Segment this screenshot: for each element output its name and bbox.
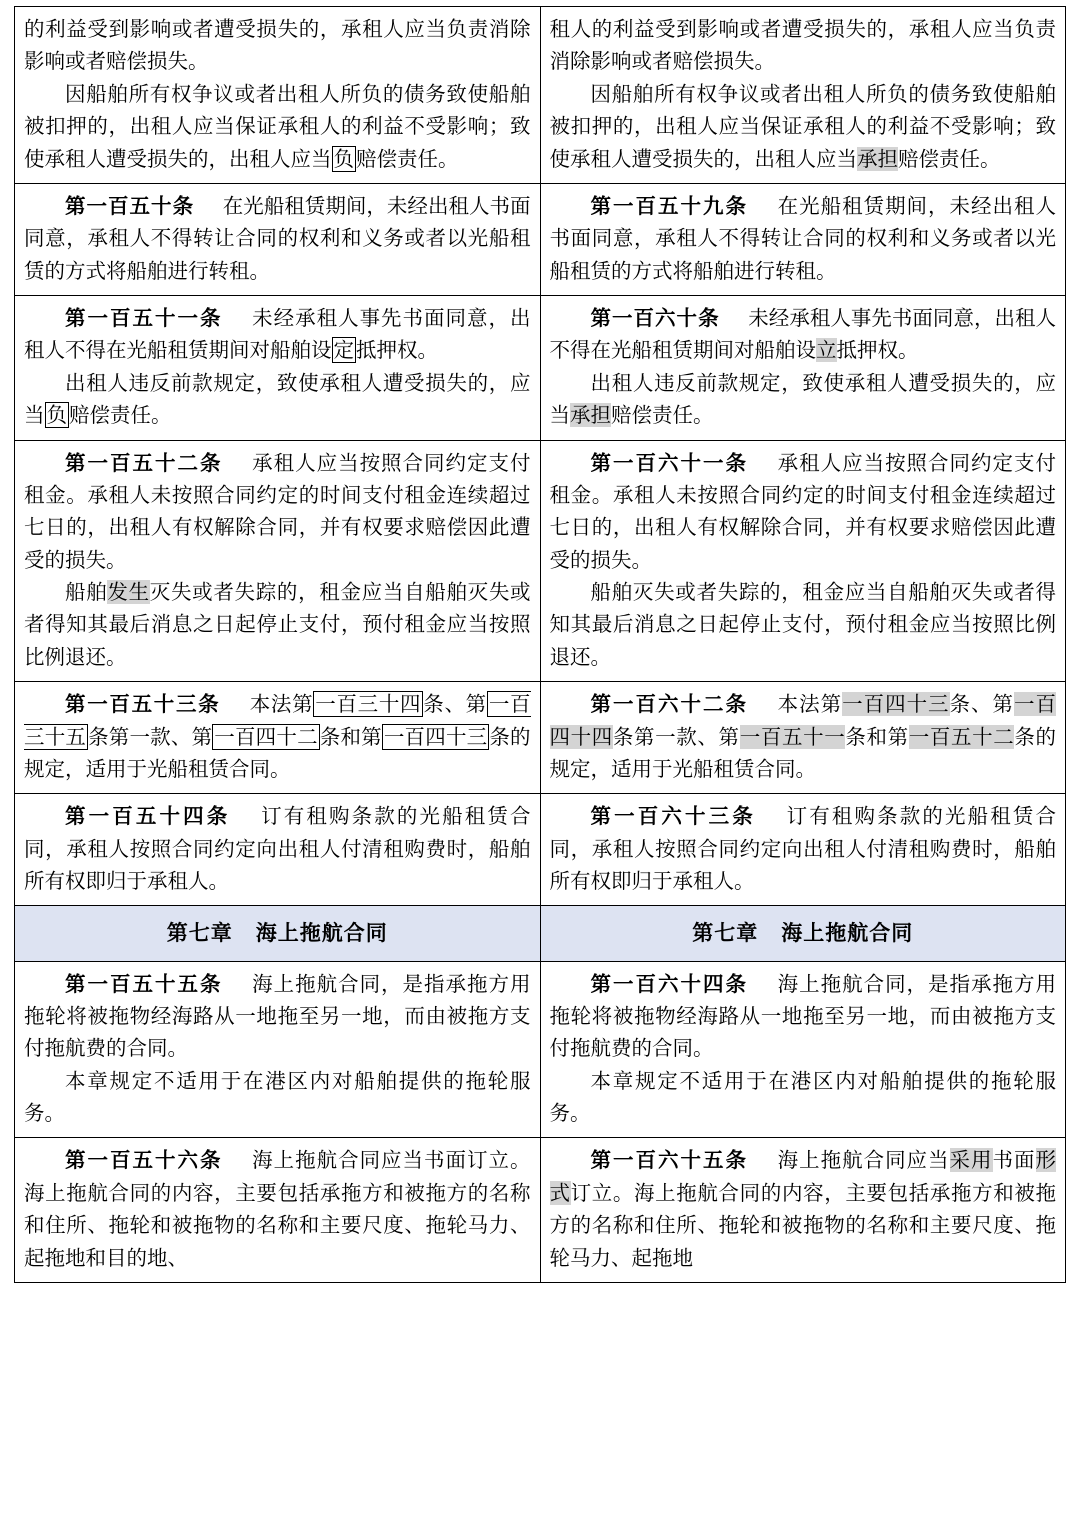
cell-left-article-156	[15, 1138, 541, 1283]
paragraph-right-2: 本章规定不适用于在港区内对船舶提供的拖轮服务。	[549, 1068, 1056, 1126]
paragraph-right: 第一百六十五条 海上拖航合同应当采用书面形式订立。海上拖航合同的内容，主要包括承拖方和被拖方的名称和住所、拖轮和被拖物的名称和主要尺度、拖轮马力、起拖地	[549, 1148, 1057, 1270]
highlight-xingshi: 形式	[549, 1148, 1057, 1205]
comparison-table	[14, 6, 1066, 1283]
cell-right-article-163	[540, 794, 1066, 906]
table-row	[15, 440, 1066, 682]
table-row	[15, 183, 1066, 295]
cell-right-article-165	[540, 1138, 1066, 1283]
paragraph-left-2: 出租人违反前款规定，致使承租人遭受损失的，应当负赔偿责任。	[24, 370, 531, 428]
paragraph-right-1: 租人的利益受到影响或者遭受损失的，承租人应当负责消除影响或者赔偿损失。	[549, 17, 1056, 74]
cell-left-article-151	[15, 296, 541, 441]
edit-box-ref-3: 一百四十二	[214, 724, 318, 749]
paragraph-left: 第一百五十一条 未经承租人事先书面同意，出租人不得在光船租赁期间对船舶设定抵押权。	[24, 306, 531, 363]
highlight-chengdan: 承担	[857, 146, 898, 171]
article-number-left: 第一百五十六条	[65, 1148, 223, 1173]
edit-box-ding: 定	[333, 338, 354, 363]
paragraph-right	[550, 447, 1057, 577]
paragraph-left	[24, 800, 531, 897]
chapter-number-left: 第七章	[166, 920, 233, 946]
cell-right-article-160	[540, 296, 1066, 441]
cell-right-article-164	[540, 961, 1066, 1138]
cell-right-chapter	[540, 906, 1066, 961]
edit-box-ref-4: 一百四十三	[383, 724, 488, 749]
article-number-left: 第一百五十条	[65, 193, 195, 218]
highlight-ref-1: 一百四十三	[842, 692, 950, 717]
table-row	[15, 1138, 1066, 1283]
article-body-left: 订有租购条款的光船租赁合同，承租人按照合同约定向出租人付清租购费时，船舶所有权即归于承租人。	[24, 804, 531, 893]
cell-left-continuation	[15, 7, 541, 184]
edit-box-fu: 负	[333, 146, 354, 171]
table-row	[15, 682, 1066, 794]
edit-box-ref-2: 一百三十五	[24, 692, 531, 749]
paragraph-left-1: 的利益受到影响或者遭受损失的，承租人应当负责消除影响或者赔偿损失。	[24, 17, 531, 74]
cell-right-continuation	[540, 7, 1066, 184]
article-number-left: 第一百五十二条	[65, 450, 223, 475]
article-number-left: 第一百五十五条	[65, 971, 223, 996]
paragraph-right	[550, 800, 1057, 897]
article-number-left: 第一百五十一条	[65, 306, 223, 330]
article-number-right: 第一百六十一条	[590, 450, 748, 475]
article-number-right: 第一百六十三条	[590, 804, 756, 829]
cell-right-article-159	[540, 183, 1066, 295]
highlight-fasheng: 发生	[107, 580, 150, 604]
chapter-number-right: 第七章	[692, 920, 759, 946]
paragraph-right	[550, 190, 1057, 287]
table-row	[15, 7, 1066, 184]
highlight-ref-2: 一百四十四	[549, 692, 1057, 749]
article-body-right: 在光船租赁期间，未经出租人书面同意，承租人不得转让合同的权利和义务或者以光船租赁的方式将船舶进行转租。	[549, 193, 1057, 283]
article-body-right: 海上拖航合同，是指承拖方用拖轮将被拖物经海路从一地拖至另一地，而由被拖方支付拖航费的合同。	[549, 971, 1057, 1061]
paragraph-right-2: 船舶灭失或者失踪的，租金应当自船舶灭失或者得知其最后消息之日起停止支付，预付租金应当按照比例退还。	[549, 580, 1056, 669]
highlight-ref-4: 一百五十二	[908, 724, 1015, 749]
chapter-title-left: 海上拖航合同	[255, 920, 388, 946]
chapter-heading-left	[15, 916, 540, 949]
paragraph-left	[24, 447, 531, 577]
cell-left-chapter	[15, 906, 541, 961]
article-number-left: 第一百五十四条	[65, 804, 231, 829]
table-row	[15, 961, 1066, 1138]
cell-left-article-152	[15, 440, 541, 682]
cell-left-article-153	[15, 682, 541, 794]
paragraph-right	[550, 968, 1057, 1065]
cell-right-article-162	[540, 682, 1066, 794]
highlight-caiyong: 采用	[949, 1148, 993, 1173]
article-body-left: 在光船租赁期间，未经出租人书面同意，承租人不得转让合同的权利和义务或者以光船租赁的方式将船舶进行转租。	[24, 193, 531, 283]
cell-left-article-154	[15, 794, 541, 906]
paragraph-right-2: 因船舶所有权争议或者出租人所负的债务致使船舶被扣押的，出租人应当保证承租人的利益不受影响；致使承租人遭受损失的，出租人应当承担赔偿责任。	[549, 81, 1056, 171]
article-number-left: 第一百五十三条	[65, 692, 221, 717]
article-number-right: 第一百六十四条	[590, 971, 748, 996]
cell-left-article-155	[15, 961, 541, 1138]
article-number-right: 第一百六十条	[590, 306, 720, 330]
paragraph-left	[24, 190, 531, 287]
article-body-left: 海上拖航合同应当书面订立。海上拖航合同的内容，主要包括承拖方和被拖方的名称和住所、拖轮和被拖物的名称和主要尺度、拖轮马力、起拖地和目的地、	[24, 1148, 531, 1270]
article-body-right: 订有租购条款的光船租赁合同，承租人按照合同约定向出租人付清租购费时，船舶所有权即归于承租人。	[549, 804, 1057, 893]
article-number-right: 第一百六十二条	[590, 692, 748, 717]
cell-right-article-161	[540, 440, 1066, 682]
paragraph-right: 第一百六十二条 本法第一百四十三条、第一百四十四条第一款、第一百五十一条和第一百五十二条的规定，适用于光船租赁合同。	[549, 692, 1057, 781]
paragraph-left	[24, 1144, 531, 1274]
paragraph-left	[24, 968, 531, 1065]
paragraph-left-2: 因船舶所有权争议或者出租人所负的债务致使船舶被扣押的，出租人应当保证承租人的利益不受影响；致使承租人遭受损失的，出租人应当负赔偿责任。	[24, 81, 531, 171]
highlight-chengdan: 承担	[570, 403, 611, 428]
paragraph-left-2: 本章规定不适用于在港区内对船舶提供的拖轮服务。	[24, 1068, 531, 1126]
table-row-chapter	[15, 906, 1066, 961]
edit-box-fu: 负	[46, 403, 67, 428]
article-number-right: 第一百五十九条	[590, 193, 748, 218]
chapter-title-right: 海上拖航合同	[781, 920, 914, 946]
paragraph-left: 第一百五十三条 本法第一百三十四条、第一百三十五条第一款、第一百四十二条和第一百四十三条的规定，适用于光船租赁合同。	[24, 692, 531, 781]
table-row	[15, 296, 1066, 441]
article-number-right: 第一百六十五条	[590, 1148, 748, 1173]
table-row	[15, 794, 1066, 906]
highlight-li: 立	[816, 338, 837, 363]
paragraph-left-2: 船舶发生灭失或者失踪的，租金应当自船舶灭失或者得知其最后消息之日起停止支付，预付租金应当按照比例退还。	[24, 580, 531, 669]
paragraph-right-2: 出租人违反前款规定，致使承租人遭受损失的，应当承担赔偿责任。	[549, 370, 1056, 428]
paragraph-right: 第一百六十条 未经承租人事先书面同意，出租人不得在光船租赁期间对船舶设立抵押权。	[549, 306, 1057, 363]
article-body-left: 承租人应当按照合同约定支付租金。承租人未按照合同约定的时间支付租金连续超过七日的，出租人有权解除合同，并有权要求赔偿因此遭受的损失。	[24, 450, 531, 572]
chapter-heading-right	[541, 916, 1066, 949]
edit-box-ref-1: 一百三十四	[315, 692, 422, 717]
article-body-right: 承租人应当按照合同约定支付租金。承租人未按照合同约定的时间支付租金连续超过七日的，出租人有权解除合同，并有权要求赔偿因此遭受的损失。	[549, 450, 1057, 572]
highlight-ref-3: 一百五十一	[739, 724, 846, 749]
article-body-left: 海上拖航合同，是指承拖方用拖轮将被拖物经海路从一地拖至另一地，而由被拖方支付拖航费的合同。	[24, 971, 531, 1061]
cell-left-article-150	[15, 183, 541, 295]
